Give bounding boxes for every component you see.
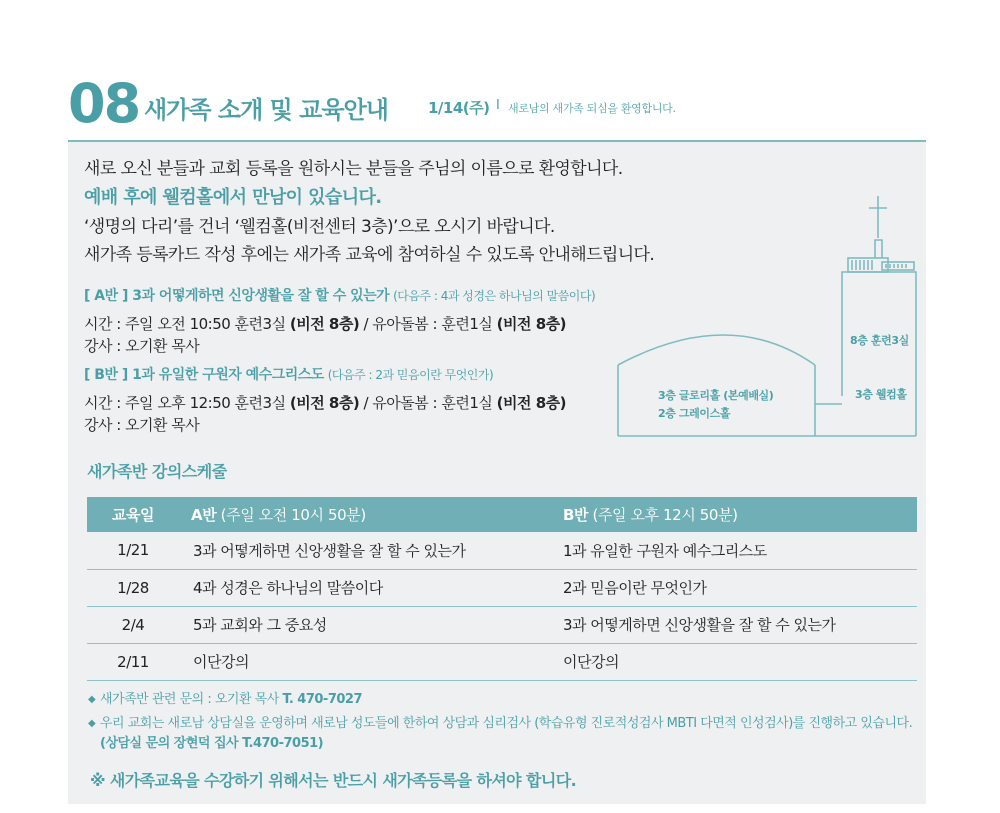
header-a <box>179 497 551 532</box>
note-contact-phone: T. 470-7027 <box>282 692 363 707</box>
building-outline-icon <box>610 190 920 445</box>
class-a-next: (다음주 : 4과 성경은 하나님의 말씀이다) <box>393 289 596 303</box>
header-a-sub: (주일 오전 10시 50분) <box>216 506 366 524</box>
section-date: 1/14(주) <box>428 99 490 117</box>
class-a-block <box>84 285 644 357</box>
class-a-room1: (비전 8층) <box>289 315 360 333</box>
row-a: 이단강의 <box>179 643 551 680</box>
class-a-room2: (비전 8층) <box>496 315 566 333</box>
row-a: 4과 성경은 하나님의 말씀이다 <box>179 569 551 606</box>
welcome-text: 새로남의 새가족 되심을 환영합니다. <box>508 102 676 115</box>
row-a: 3과 어떻게하면 신앙생활을 잘 할 수 있는가 <box>179 532 551 569</box>
section-title: 새가족 소개 및 교육안내 <box>144 96 388 124</box>
header-b <box>551 497 917 532</box>
row-b: 1과 유일한 구원자 예수그리스도 <box>551 532 917 569</box>
row-date: 2/11 <box>87 643 179 680</box>
notes-block <box>88 690 928 758</box>
class-b-block <box>84 364 644 436</box>
label-8f-training: 8층 훈련3실 <box>850 334 909 347</box>
final-notice: ※ 새가족교육을 수강하기 위해서는 반드시 새가족등록을 하셔야 합니다. <box>90 771 577 790</box>
class-b-time-prefix: 시간 : 주일 오후 12:50 훈련3실 <box>84 394 290 412</box>
schedule-header-row <box>87 497 917 532</box>
intro-line-1: 새로 오신 분들과 교회 등록을 원하시는 분들을 주님의 이름으로 환영합니다. <box>84 159 623 179</box>
row-b: 2과 믿음이란 무엇인가 <box>551 569 917 606</box>
table-row <box>87 643 917 680</box>
class-b-heading <box>84 364 644 386</box>
label-3f-welcome: 3층 웰컴홀 <box>855 388 907 401</box>
schedule-title: 새가족반 강의스케줄 <box>87 462 227 481</box>
row-b: 3과 어떻게하면 신앙생활을 잘 할 수 있는가 <box>551 606 917 643</box>
label-grace-hall: 2층 그레이스홀 <box>658 407 731 420</box>
class-b-time-mid: / 유아돌봄 : 훈련1실 <box>359 394 497 412</box>
header-day: 교육일 <box>87 497 179 532</box>
intro-line-2: ‘생명의 다리’를 건너 ‘웰컴홀(비전센터 3층)’으로 오시기 바랍니다. <box>84 217 555 237</box>
section-header <box>68 70 926 142</box>
section-number: 08 <box>68 72 140 135</box>
class-a-time-prefix: 시간 : 주일 오전 10:50 훈련3실 <box>84 315 290 333</box>
building-diagram <box>610 190 920 445</box>
note-counseling <box>88 714 928 754</box>
class-b-time <box>84 392 644 414</box>
diamond-bullet-icon: ◆ <box>88 694 96 705</box>
class-a-teacher: 강사 : 오기환 목사 <box>84 337 200 355</box>
class-a-time-mid: / 유아돌봄 : 훈련1실 <box>359 315 497 333</box>
class-b-next: (다음주 : 2과 믿음이란 무엇인가) <box>327 368 494 382</box>
row-a: 5과 교회와 그 중요성 <box>179 606 551 643</box>
header-b-sub: (주일 오후 12시 50분) <box>588 506 738 524</box>
label-glory-hall: 3층 글로리홀 (본예배실) <box>658 389 774 402</box>
note-counseling-contact: (상담실 문의 장현덕 집사 T.470-7051) <box>100 736 324 751</box>
note-contact-text: 새가족반 관련 문의 : 오기환 목사 <box>100 692 283 707</box>
table-row <box>87 606 917 643</box>
header-b-main: B반 <box>563 506 589 524</box>
diamond-bullet-icon: ◆ <box>88 718 96 729</box>
schedule-table <box>87 497 917 681</box>
class-a-title: [ A반 ] 3과 어떻게하면 신앙생활을 잘 할 수 있는가 <box>84 288 390 304</box>
class-b-teacher: 강사 : 오기환 목사 <box>84 416 200 434</box>
class-b-room2: (비전 8층) <box>496 394 566 412</box>
class-a-time <box>84 313 644 335</box>
intro-line-3: 새가족 등록카드 작성 후에는 새가족 교육에 참여하실 수 있도록 안내해드립니다. <box>84 245 655 265</box>
row-date: 1/21 <box>87 532 179 569</box>
table-row <box>87 532 917 569</box>
table-row <box>87 569 917 606</box>
class-a-heading <box>84 285 644 307</box>
row-b: 이단강의 <box>551 643 917 680</box>
note-contact <box>88 690 928 710</box>
intro-highlight: 예배 후에 웰컴홀에서 만남이 있습니다. <box>84 187 382 208</box>
class-b-title: [ B반 ] 1과 유일한 구원자 예수그리스도 <box>84 367 324 383</box>
note-counseling-text: 우리 교회는 새로남 상담실을 운영하며 새로남 성도들에 한하여 상담과 심리검사 (학습유형 진로적성검사 MBTI 다면적 인성검사)를 진행하고 있습니다. <box>100 716 913 731</box>
header-a-main: A반 <box>191 506 217 524</box>
class-b-room1: (비전 8층) <box>289 394 360 412</box>
header-separator: I <box>496 98 500 113</box>
row-date: 2/4 <box>87 606 179 643</box>
row-date: 1/28 <box>87 569 179 606</box>
